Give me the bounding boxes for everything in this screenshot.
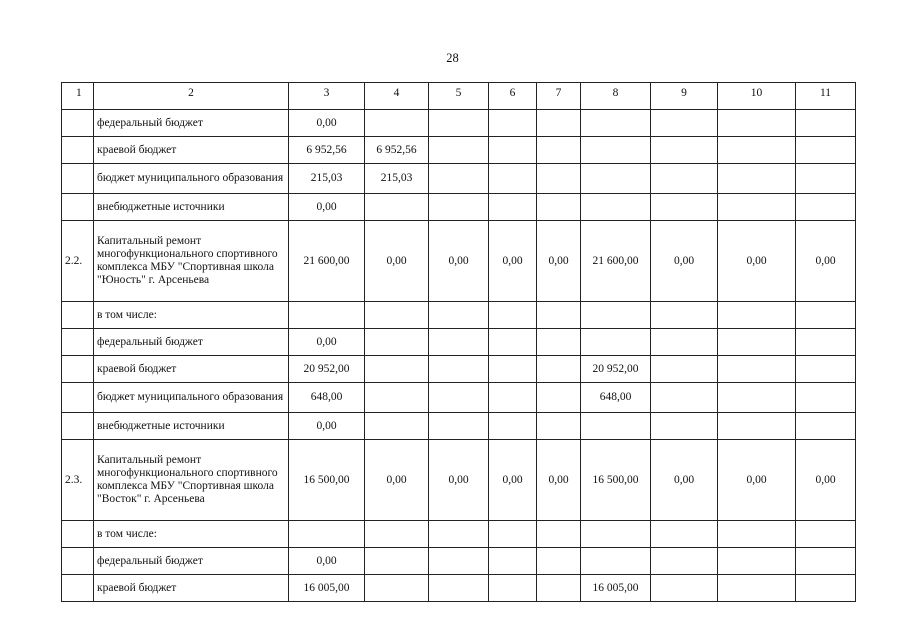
value-cell bbox=[537, 356, 581, 383]
value-cell bbox=[796, 383, 856, 413]
row-index bbox=[62, 110, 94, 137]
value-cell bbox=[429, 521, 489, 548]
value-cell bbox=[365, 194, 429, 221]
column-header: 2 bbox=[94, 83, 289, 110]
row-index bbox=[62, 164, 94, 194]
row-index bbox=[62, 329, 94, 356]
value-cell bbox=[581, 194, 651, 221]
value-cell bbox=[489, 329, 537, 356]
value-cell bbox=[365, 329, 429, 356]
value-cell: 0,00 bbox=[651, 440, 718, 521]
row-index bbox=[62, 137, 94, 164]
value-cell bbox=[537, 329, 581, 356]
value-cell: 0,00 bbox=[537, 221, 581, 302]
value-cell bbox=[429, 383, 489, 413]
value-cell bbox=[429, 302, 489, 329]
value-cell bbox=[581, 302, 651, 329]
value-cell: 0,00 bbox=[429, 221, 489, 302]
value-cell bbox=[581, 164, 651, 194]
value-cell bbox=[651, 329, 718, 356]
value-cell bbox=[429, 329, 489, 356]
value-cell bbox=[581, 110, 651, 137]
value-cell: 16 500,00 bbox=[581, 440, 651, 521]
value-cell: 0,00 bbox=[489, 440, 537, 521]
value-cell bbox=[365, 413, 429, 440]
value-cell: 0,00 bbox=[289, 413, 365, 440]
value-cell bbox=[489, 137, 537, 164]
value-cell: 0,00 bbox=[718, 440, 796, 521]
value-cell bbox=[489, 356, 537, 383]
value-cell bbox=[796, 329, 856, 356]
value-cell bbox=[537, 575, 581, 602]
value-cell: 0,00 bbox=[489, 221, 537, 302]
value-cell bbox=[718, 164, 796, 194]
table-row bbox=[62, 302, 856, 329]
table-row bbox=[62, 440, 856, 521]
value-cell bbox=[718, 302, 796, 329]
value-cell bbox=[489, 194, 537, 221]
value-cell bbox=[718, 110, 796, 137]
value-cell: 215,03 bbox=[365, 164, 429, 194]
value-cell bbox=[796, 521, 856, 548]
row-index bbox=[62, 194, 94, 221]
row-index bbox=[62, 413, 94, 440]
row-index: 2.3. bbox=[62, 440, 94, 521]
value-cell: 0,00 bbox=[537, 440, 581, 521]
column-header: 5 bbox=[429, 83, 489, 110]
table-row bbox=[62, 356, 856, 383]
row-name: бюджет муниципального образования bbox=[94, 164, 289, 194]
row-name: в том числе: bbox=[94, 302, 289, 329]
value-cell bbox=[796, 302, 856, 329]
value-cell bbox=[365, 383, 429, 413]
value-cell bbox=[796, 548, 856, 575]
value-cell bbox=[718, 194, 796, 221]
table-row bbox=[62, 575, 856, 602]
value-cell bbox=[365, 575, 429, 602]
value-cell bbox=[537, 413, 581, 440]
value-cell: 16 005,00 bbox=[581, 575, 651, 602]
value-cell bbox=[796, 137, 856, 164]
value-cell bbox=[489, 164, 537, 194]
value-cell bbox=[489, 413, 537, 440]
value-cell bbox=[651, 575, 718, 602]
value-cell: 0,00 bbox=[365, 440, 429, 521]
value-cell bbox=[429, 575, 489, 602]
row-index bbox=[62, 383, 94, 413]
value-cell bbox=[796, 110, 856, 137]
value-cell bbox=[796, 194, 856, 221]
value-cell bbox=[718, 383, 796, 413]
value-cell bbox=[651, 164, 718, 194]
value-cell bbox=[429, 164, 489, 194]
row-name: краевой бюджет bbox=[94, 356, 289, 383]
column-header: 8 bbox=[581, 83, 651, 110]
value-cell bbox=[651, 194, 718, 221]
value-cell bbox=[537, 383, 581, 413]
page-number: 28 bbox=[446, 51, 459, 65]
value-cell bbox=[718, 575, 796, 602]
value-cell bbox=[581, 329, 651, 356]
table-row bbox=[62, 137, 856, 164]
row-name: в том числе: bbox=[94, 521, 289, 548]
column-header: 7 bbox=[537, 83, 581, 110]
value-cell bbox=[365, 548, 429, 575]
value-cell bbox=[537, 137, 581, 164]
value-cell bbox=[651, 413, 718, 440]
value-cell bbox=[651, 137, 718, 164]
value-cell bbox=[537, 110, 581, 137]
value-cell bbox=[489, 548, 537, 575]
row-index bbox=[62, 575, 94, 602]
value-cell: 0,00 bbox=[365, 221, 429, 302]
column-header: 9 bbox=[651, 83, 718, 110]
header-row bbox=[62, 83, 856, 110]
row-index bbox=[62, 548, 94, 575]
column-header: 10 bbox=[718, 83, 796, 110]
value-cell: 0,00 bbox=[718, 221, 796, 302]
value-cell bbox=[718, 329, 796, 356]
table-row bbox=[62, 194, 856, 221]
row-index bbox=[62, 302, 94, 329]
value-cell: 0,00 bbox=[289, 329, 365, 356]
value-cell bbox=[429, 356, 489, 383]
row-index: 2.2. bbox=[62, 221, 94, 302]
value-cell bbox=[365, 110, 429, 137]
column-header: 3 bbox=[289, 83, 365, 110]
row-name: Капитальный ремонт многофункционального спортивного комплекса МБУ "Спортивная школа "Юность" г. Арсеньева bbox=[94, 221, 289, 302]
value-cell: 0,00 bbox=[651, 221, 718, 302]
value-cell: 215,03 bbox=[289, 164, 365, 194]
value-cell bbox=[429, 137, 489, 164]
value-cell bbox=[365, 356, 429, 383]
value-cell bbox=[489, 521, 537, 548]
value-cell bbox=[581, 137, 651, 164]
value-cell bbox=[581, 521, 651, 548]
value-cell bbox=[651, 383, 718, 413]
value-cell: 16 500,00 bbox=[289, 440, 365, 521]
value-cell bbox=[651, 302, 718, 329]
value-cell bbox=[537, 302, 581, 329]
value-cell bbox=[537, 521, 581, 548]
value-cell bbox=[489, 575, 537, 602]
value-cell bbox=[651, 548, 718, 575]
value-cell bbox=[796, 575, 856, 602]
value-cell bbox=[429, 110, 489, 137]
value-cell bbox=[489, 383, 537, 413]
value-cell bbox=[651, 521, 718, 548]
value-cell: 21 600,00 bbox=[289, 221, 365, 302]
value-cell: 6 952,56 bbox=[365, 137, 429, 164]
value-cell bbox=[289, 521, 365, 548]
value-cell bbox=[537, 194, 581, 221]
value-cell: 648,00 bbox=[289, 383, 365, 413]
value-cell: 0,00 bbox=[796, 221, 856, 302]
value-cell bbox=[489, 302, 537, 329]
value-cell bbox=[429, 413, 489, 440]
value-cell bbox=[796, 164, 856, 194]
value-cell bbox=[796, 413, 856, 440]
budget-table bbox=[61, 82, 856, 602]
value-cell: 16 005,00 bbox=[289, 575, 365, 602]
value-cell: 648,00 bbox=[581, 383, 651, 413]
table-row bbox=[62, 548, 856, 575]
value-cell: 20 952,00 bbox=[581, 356, 651, 383]
value-cell bbox=[365, 521, 429, 548]
value-cell: 0,00 bbox=[429, 440, 489, 521]
value-cell: 6 952,56 bbox=[289, 137, 365, 164]
value-cell: 21 600,00 bbox=[581, 221, 651, 302]
value-cell: 0,00 bbox=[289, 548, 365, 575]
column-header: 4 bbox=[365, 83, 429, 110]
row-name: бюджет муниципального образования bbox=[94, 383, 289, 413]
table-row bbox=[62, 383, 856, 413]
row-name: федеральный бюджет bbox=[94, 329, 289, 356]
table-row bbox=[62, 413, 856, 440]
row-name: краевой бюджет bbox=[94, 137, 289, 164]
row-index bbox=[62, 521, 94, 548]
value-cell bbox=[429, 194, 489, 221]
value-cell bbox=[537, 164, 581, 194]
row-name: внебюджетные источники bbox=[94, 194, 289, 221]
row-name: краевой бюджет bbox=[94, 575, 289, 602]
value-cell: 20 952,00 bbox=[289, 356, 365, 383]
value-cell bbox=[651, 110, 718, 137]
column-header: 1 bbox=[62, 83, 94, 110]
value-cell: 0,00 bbox=[796, 440, 856, 521]
table-row bbox=[62, 329, 856, 356]
value-cell bbox=[289, 302, 365, 329]
table-row bbox=[62, 164, 856, 194]
value-cell bbox=[489, 110, 537, 137]
column-header: 6 bbox=[489, 83, 537, 110]
row-name: федеральный бюджет bbox=[94, 110, 289, 137]
row-name: федеральный бюджет bbox=[94, 548, 289, 575]
table-row bbox=[62, 521, 856, 548]
value-cell bbox=[718, 521, 796, 548]
row-index bbox=[62, 356, 94, 383]
value-cell: 0,00 bbox=[289, 194, 365, 221]
value-cell: 0,00 bbox=[289, 110, 365, 137]
row-name: внебюджетные источники bbox=[94, 413, 289, 440]
row-name: Капитальный ремонт многофункционального спортивного комплекса МБУ "Спортивная школа "Восток" г. Арсеньева bbox=[94, 440, 289, 521]
value-cell bbox=[365, 302, 429, 329]
value-cell bbox=[537, 548, 581, 575]
value-cell bbox=[429, 548, 489, 575]
table-row bbox=[62, 221, 856, 302]
value-cell bbox=[718, 548, 796, 575]
value-cell bbox=[718, 413, 796, 440]
value-cell bbox=[796, 356, 856, 383]
table-row bbox=[62, 110, 856, 137]
value-cell bbox=[581, 413, 651, 440]
value-cell bbox=[651, 356, 718, 383]
column-header: 11 bbox=[796, 83, 856, 110]
value-cell bbox=[718, 137, 796, 164]
value-cell bbox=[718, 356, 796, 383]
value-cell bbox=[581, 548, 651, 575]
